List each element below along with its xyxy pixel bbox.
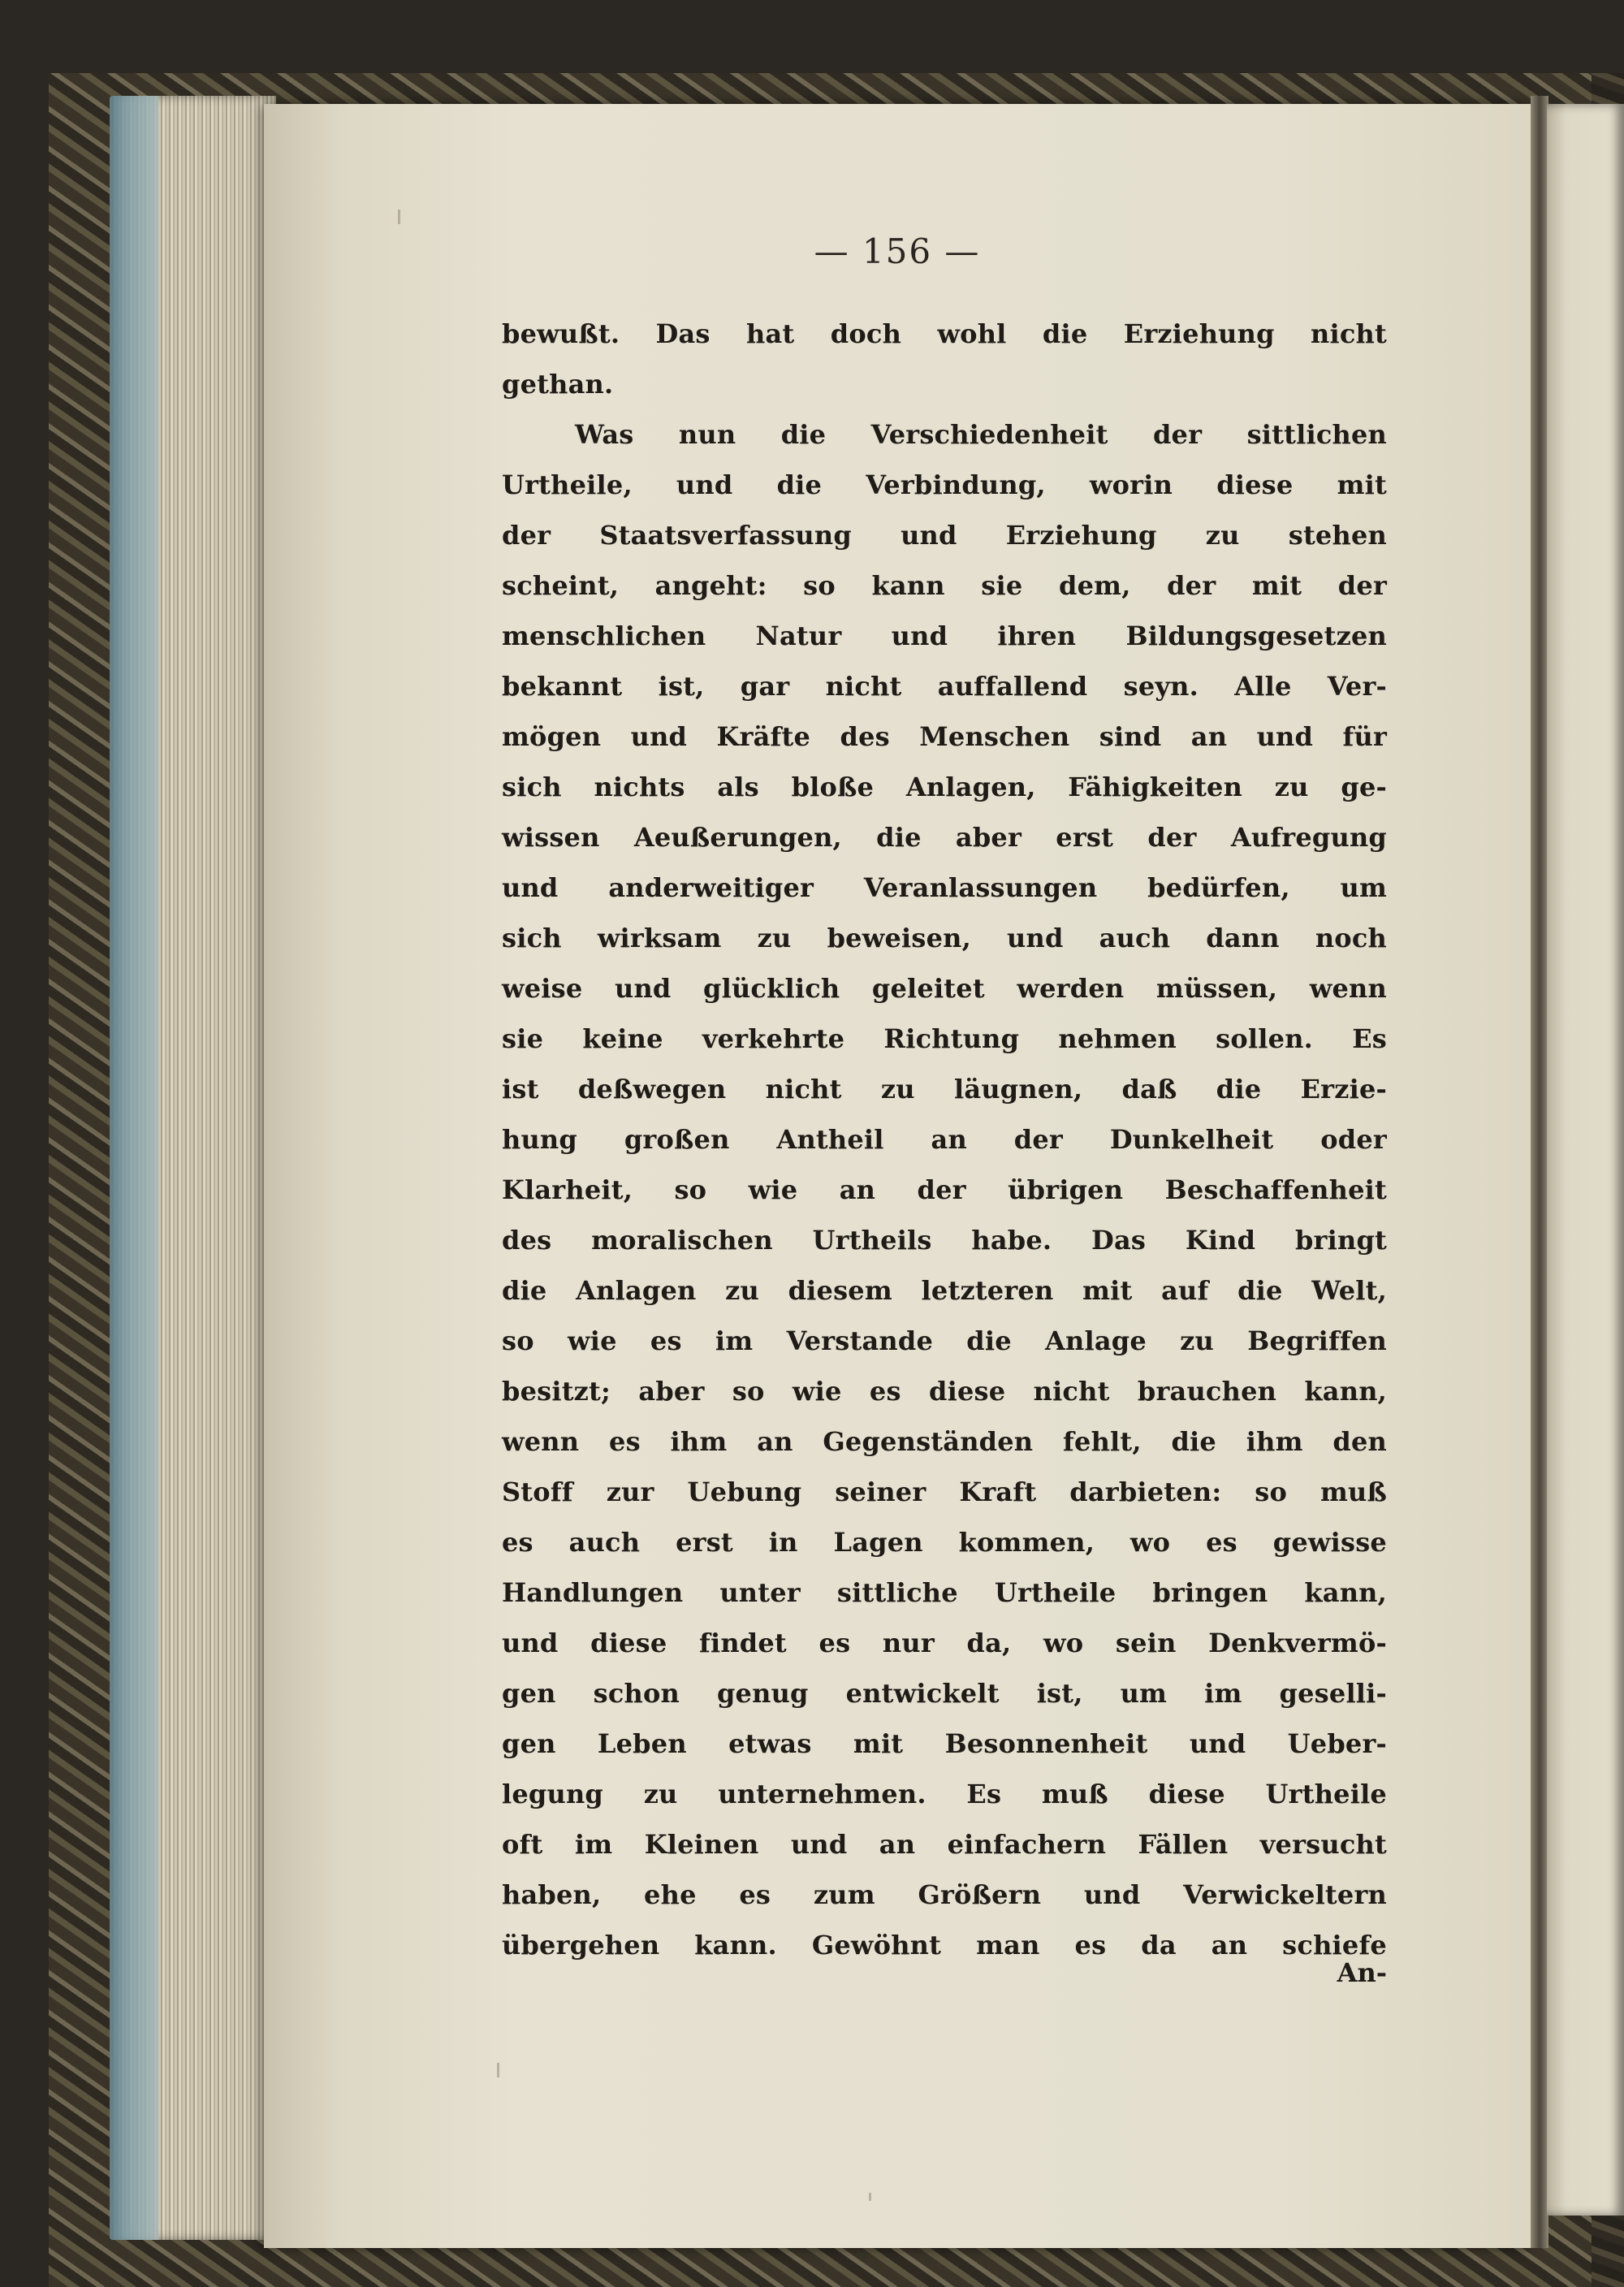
text-line: so wie es im Verstande die Anlage zu Begriffen (502, 1325, 1387, 1356)
page-body (502, 309, 1387, 1970)
text-line: ist deßwegen nicht zu läugnen, daß die Erzie- (502, 1074, 1387, 1105)
text-line: scheint, angeht: so kann sie dem, der mit der (502, 570, 1387, 601)
text-line: Urtheile, und die Verbindung, worin diese mit (502, 469, 1387, 500)
text-line: bewußt. Das hat doch wohl die Erziehung nicht (502, 318, 1387, 349)
text-line: wenn es ihm an Gegenständen fehlt, die ihm den (502, 1426, 1387, 1457)
text-line: Klarheit, so wie an der übrigen Beschaffenheit (502, 1174, 1387, 1205)
text-line: und diese findet es nur da, wo sein Denkvermö- (502, 1628, 1387, 1658)
text-line: mögen und Kräfte des Menschen sind an und für (502, 721, 1387, 752)
text-line: bekannt ist, gar nicht auffallend seyn. Alle Ver- (502, 671, 1387, 702)
catchword: An- (1337, 1957, 1387, 1988)
text-line: Stoff zur Uebung seiner Kraft darbieten: so muß (502, 1476, 1387, 1507)
text-line: Handlungen unter sittliche Urtheile bringen kann, (502, 1577, 1387, 1608)
text-line: sie keine verkehrte Richtung nehmen sollen. Es (502, 1023, 1387, 1054)
text-line: legung zu unternehmen. Es muß diese Urtheile (502, 1779, 1387, 1809)
text-line: der Staatsverfassung und Erziehung zu stehen (502, 520, 1387, 551)
text-line: des moralischen Urtheils habe. Das Kind bringt (502, 1225, 1387, 1256)
text-line: menschlichen Natur und ihren Bildungsgesetzen (502, 620, 1387, 651)
text-line: sich nichts als bloße Anlagen, Fähigkeiten zu ge- (502, 772, 1387, 802)
text-line: hung großen Antheil an der Dunkelheit oder (502, 1124, 1387, 1155)
text-line: haben, ehe es zum Größern und Verwickeltern (502, 1879, 1387, 1910)
text-line: wissen Aeußerungen, die aber erst der Aufregung (502, 822, 1387, 853)
paper-speck (869, 2193, 871, 2201)
text-line: gen schon genug entwickelt ist, um im geselli- (502, 1678, 1387, 1709)
text-line: und anderweitiger Veranlassungen bedürfen, um (502, 872, 1387, 903)
paper-speck (497, 2063, 499, 2077)
text-line: gen Leben etwas mit Besonnenheit und Ueber- (502, 1728, 1387, 1759)
facing-page (1547, 104, 1624, 2216)
page-edges-tinted (110, 96, 158, 2240)
book-gutter (1531, 96, 1548, 2248)
page-number-header: — 156 — (814, 231, 981, 271)
text-line: übergehen kann. Gewöhnt man es da an schiefe (502, 1930, 1387, 1961)
text-line: oft im Kleinen und an einfachern Fällen versucht (502, 1829, 1387, 1860)
text-line: Was nun die Verschiedenheit der sittlichen (575, 419, 1387, 450)
text-line: gethan. (502, 369, 614, 400)
text-line: besitzt; aber so wie es diese nicht brauchen kann, (502, 1376, 1387, 1407)
text-line: die Anlagen zu diesem letzteren mit auf die Welt, (502, 1275, 1387, 1306)
text-line: es auch erst in Lagen kommen, wo es gewisse (502, 1527, 1387, 1558)
text-line: weise und glücklich geleitet werden müssen, wenn (502, 973, 1387, 1004)
paper-speck (398, 210, 400, 224)
text-line: sich wirksam zu beweisen, und auch dann noch (502, 923, 1387, 953)
